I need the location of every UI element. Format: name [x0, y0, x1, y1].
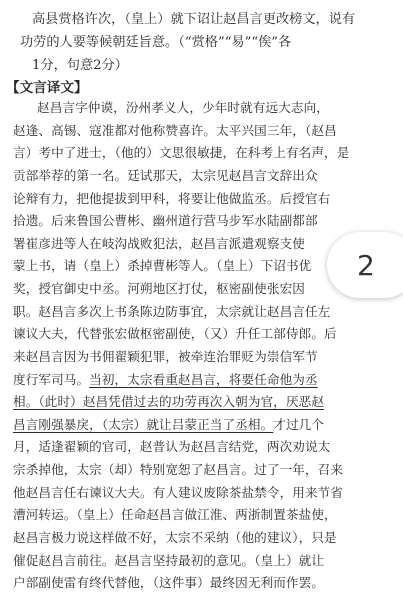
answer-line: 高县赏格许次，（皇上）就下诏让赵昌言更改榜文，说有 — [32, 12, 356, 27]
translation-line — [13, 323, 399, 346]
line-text: 谏议大夫，代替张宏做枢密副使，（又）升任工部侍郎。后 — [13, 326, 337, 342]
line-text: 才过几个 — [273, 416, 325, 432]
translation-line — [13, 572, 399, 595]
line-text: 蒙上书，请（皇上）杀掉曹彬等人。（皇上）下诏书优 — [13, 258, 312, 274]
translation-body — [13, 97, 399, 595]
line-text: 宗杀掉他，太宗（却）特别宽恕了赵昌言。过了一年，召来 — [13, 462, 344, 477]
line-text: 奖，授官御史中丞。河朔地区打仗，枢密副使张宏因 — [13, 281, 305, 296]
section-title: 【文言译文】 — [6, 80, 88, 96]
translation-line — [13, 550, 399, 573]
underlined-text: 相。（此时）赵昌凭借过去的功劳再次入朝为官，厌恶赵 — [13, 394, 325, 410]
line-text: 户部副使雷有终代替他，（这件事）最终因无利而作罢。 — [13, 575, 325, 591]
answer-line: 1分，句意2分） — [32, 58, 128, 73]
underlined-text: 昌言刚强暴戾，（太宗）就让吕蒙正当了丞相。 — [13, 416, 274, 432]
line-text: 论辩有力，把他提拔到甲科，将要让他做监丞。后授官右 — [13, 190, 331, 206]
translation-line — [13, 414, 399, 437]
translation-line — [13, 369, 399, 392]
translation-line — [13, 436, 399, 459]
line-text: 漕河转运。（皇上）任命赵昌言做江淮、两浙制置茶盐使， — [13, 507, 337, 523]
line-text: 职。赵昌言多次上书条陈边防事宜，太宗就让赵昌言任左 — [13, 303, 331, 319]
line-text: 赵昌言字仲谟，汾州孝义人，少年时就有远大志向， — [37, 100, 329, 115]
translation-line — [13, 210, 399, 233]
translation-line — [13, 120, 399, 143]
line-text: 来赵昌言因为书佣翟颖犯罪，被牵连治罪贬为崇信军节 — [13, 348, 318, 364]
translation-line — [13, 188, 399, 211]
line-text: 贡部举荐的第一名。廷试那天，太宗见赵昌言文辞出众 — [13, 167, 318, 183]
line-text: 赵昌言极力说这样做不好，太宗不采纳（他的建议），只是 — [13, 529, 337, 545]
translation-line — [13, 527, 399, 550]
line-text: 他赵昌言任右谏议大夫。有人建议废除茶盐禁令，用来节省 — [13, 484, 344, 500]
answer-note — [20, 8, 396, 77]
line-text: 度行军司马。 — [13, 371, 90, 387]
line-text: 赵逢、高锡、寇准都对他称赞喜许。太平兴国三年，（赵昌 — [13, 122, 337, 138]
translation-line — [13, 165, 399, 188]
line-text: 月，适逢翟颖的官司，赵普认为赵昌言结党，两次劝说太 — [13, 439, 331, 455]
translation-line — [13, 301, 399, 324]
translation-line — [13, 459, 399, 482]
line-text: 署崔彦进等人在岐沟战败犯法，赵昌言派遣观察支使 — [13, 235, 305, 251]
line-text: 催促赵昌言前往。赵昌言坚持最初的意见。（皇上）就让 — [13, 552, 325, 568]
answer-line: 功劳的人要等候朝廷旨意。（“赏格”“易”“俟”各 — [20, 35, 292, 50]
page-number: 2 — [357, 248, 375, 282]
translation-line — [13, 346, 399, 369]
page-number-badge[interactable] — [327, 232, 403, 298]
underlined-text: 当初，太宗看重赵昌言，将要任命他为丞 — [89, 371, 318, 387]
translation-line — [13, 97, 399, 120]
translation-line — [13, 504, 399, 527]
line-text: 拾遗。后来鲁国公曹彬、幽州道行营马步军水陆副都部 — [13, 213, 318, 229]
line-text: 言）考中了进士，（他的）文思很敏捷，在科考上有名声，是 — [13, 145, 350, 161]
translation-line — [13, 391, 399, 414]
translation-line — [13, 142, 399, 165]
translation-line — [13, 482, 399, 505]
